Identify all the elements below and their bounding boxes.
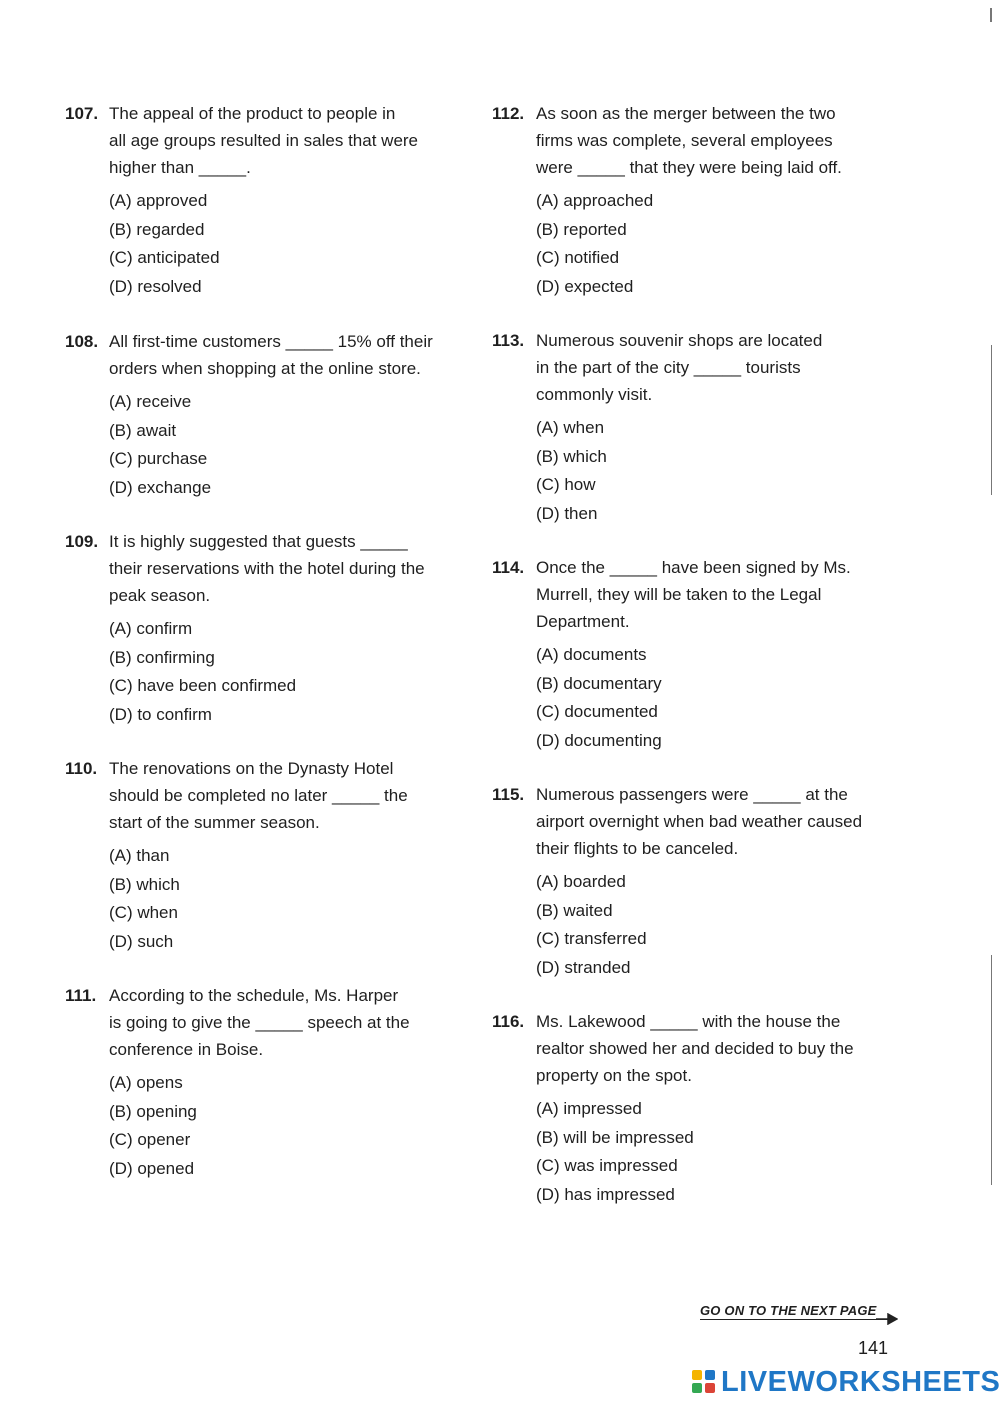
- go-on-next-page-label: [700, 1303, 890, 1320]
- question-text: Ms. Lakewood _____ with the house the realtor showed her and decided to buy the property on the spot.: [536, 1012, 854, 1085]
- answer-option[interactable]: (A) confirm: [109, 619, 193, 638]
- answer-option[interactable]: (A) boarded: [536, 872, 626, 891]
- answer-option[interactable]: (B) which: [536, 446, 607, 466]
- answer-option[interactable]: (C) have been confirmed: [109, 676, 297, 696]
- question-number: 110.: [65, 759, 98, 778]
- question-text: Once the _____ have been signed by Ms. Murrell, they will be taken to the Legal Department.: [536, 558, 851, 631]
- question-stem: [65, 328, 485, 382]
- question-116: [492, 1008, 912, 1209]
- question-stem: [492, 554, 912, 635]
- answer-option[interactable]: (D) such: [109, 931, 174, 951]
- answer-options: [109, 615, 485, 729]
- arrow-right-icon: [876, 1313, 898, 1325]
- answer-option[interactable]: (B) reported: [536, 219, 627, 239]
- liveworksheets-grid-icon: [692, 1370, 718, 1396]
- question-107: [65, 100, 485, 301]
- question-stem: [65, 755, 485, 836]
- answer-options: [536, 414, 912, 528]
- question-number: 116.: [492, 1012, 525, 1031]
- question-111: [65, 982, 485, 1183]
- page-edge-mark: [991, 345, 992, 495]
- answer-option[interactable]: (A) than: [109, 846, 170, 865]
- answer-option[interactable]: (D) to confirm: [109, 704, 212, 724]
- question-text: It is highly suggested that guests _____ their reservations with the hotel during the peak season.: [109, 532, 425, 605]
- question-number: 113.: [492, 331, 525, 350]
- question-110: [65, 755, 485, 956]
- answer-option[interactable]: (D) expected: [536, 276, 634, 296]
- question-text: According to the schedule, Ms. Harper is going to give the _____ speech at the conference in Boise.: [109, 986, 410, 1059]
- answer-option[interactable]: (B) await: [109, 420, 177, 440]
- answer-option[interactable]: (A) when: [536, 418, 605, 437]
- answer-options: [109, 842, 485, 956]
- question-112: [492, 100, 912, 301]
- answer-option[interactable]: (A) impressed: [536, 1099, 642, 1118]
- answer-options: [109, 187, 485, 301]
- question-stem: [492, 327, 912, 408]
- answer-option[interactable]: (B) will be impressed: [536, 1127, 694, 1147]
- answer-option[interactable]: (B) opening: [109, 1101, 197, 1121]
- answer-option[interactable]: (C) purchase: [109, 449, 208, 469]
- question-114: [492, 554, 912, 755]
- answer-option[interactable]: (C) opener: [109, 1130, 191, 1150]
- liveworksheets-logo[interactable]: [692, 1366, 1000, 1399]
- question-stem: [492, 100, 912, 181]
- question-stem: [65, 982, 485, 1063]
- question-stem: [492, 781, 912, 862]
- question-number: 111.: [65, 986, 97, 1005]
- answer-option[interactable]: (A) approached: [536, 191, 654, 210]
- next-page-text: GO ON TO THE NEXT PAGE: [700, 1303, 877, 1318]
- page-edge-mark: [990, 8, 992, 22]
- answer-option[interactable]: (D) resolved: [109, 276, 202, 296]
- question-number: 112.: [492, 104, 525, 123]
- answer-option[interactable]: (C) was impressed: [536, 1156, 678, 1176]
- question-text: Numerous souvenir shops are located in the part of the city _____ tourists commonly visit.: [536, 331, 823, 404]
- answer-option[interactable]: (B) which: [109, 874, 180, 894]
- question-text: The appeal of the product to people in all age groups resulted in sales that were higher than _____.: [109, 104, 419, 177]
- question-number: 108.: [65, 332, 99, 351]
- answer-options: [109, 388, 485, 502]
- question-number: 115.: [492, 785, 525, 804]
- question-text: All first-time customers _____ 15% off their orders when shopping at the online store.: [109, 332, 433, 378]
- answer-option[interactable]: (C) how: [536, 475, 596, 495]
- question-stem: [492, 1008, 912, 1089]
- answer-option[interactable]: (B) confirming: [109, 647, 215, 667]
- answer-option[interactable]: (B) documentary: [536, 673, 662, 693]
- question-text: Numerous passengers were _____ at the airport overnight when bad weather caused their flights to be canceled.: [536, 785, 863, 858]
- answer-option[interactable]: (C) transferred: [536, 929, 647, 949]
- question-108: [65, 328, 485, 502]
- question-text: As soon as the merger between the two firms was complete, several employees were _____ that they were being laid off.: [536, 104, 842, 177]
- question-number: 114.: [492, 558, 525, 577]
- answer-option[interactable]: (D) documenting: [536, 730, 662, 750]
- answer-option[interactable]: (C) anticipated: [109, 248, 220, 268]
- question-109: [65, 528, 485, 729]
- page-edge-mark: [991, 955, 992, 1185]
- answer-option[interactable]: (C) notified: [536, 248, 620, 268]
- answer-option[interactable]: (D) exchange: [109, 477, 212, 497]
- question-number: 107.: [65, 104, 99, 123]
- question-text: The renovations on the Dynasty Hotel should be completed no later _____ the start of the summer season.: [109, 759, 408, 832]
- answer-option[interactable]: (A) approved: [109, 191, 208, 210]
- answer-option[interactable]: (A) receive: [109, 392, 192, 411]
- answer-options: [536, 641, 912, 755]
- answer-options: [536, 1095, 912, 1209]
- question-113: [492, 327, 912, 528]
- page-number: 141: [858, 1338, 889, 1358]
- answer-option[interactable]: (D) opened: [109, 1158, 195, 1178]
- answer-option[interactable]: (C) when: [109, 903, 178, 923]
- answer-option[interactable]: (D) then: [536, 503, 598, 523]
- answer-options: [536, 187, 912, 301]
- brand-name: LIVEWORKSHEETS: [721, 1366, 1000, 1398]
- answer-option[interactable]: (A) opens: [109, 1073, 183, 1092]
- question-stem: [65, 100, 485, 181]
- answer-options: [109, 1069, 485, 1183]
- question-number: 109.: [65, 532, 99, 551]
- answer-option[interactable]: (A) documents: [536, 645, 647, 664]
- answer-option[interactable]: (B) waited: [536, 900, 613, 920]
- answer-option[interactable]: (D) stranded: [536, 957, 631, 977]
- question-115: [492, 781, 912, 982]
- answer-option[interactable]: (C) documented: [536, 702, 658, 722]
- answer-option[interactable]: (D) has impressed: [536, 1184, 675, 1204]
- question-stem: [65, 528, 485, 609]
- answer-option[interactable]: (B) regarded: [109, 219, 205, 239]
- answer-options: [536, 868, 912, 982]
